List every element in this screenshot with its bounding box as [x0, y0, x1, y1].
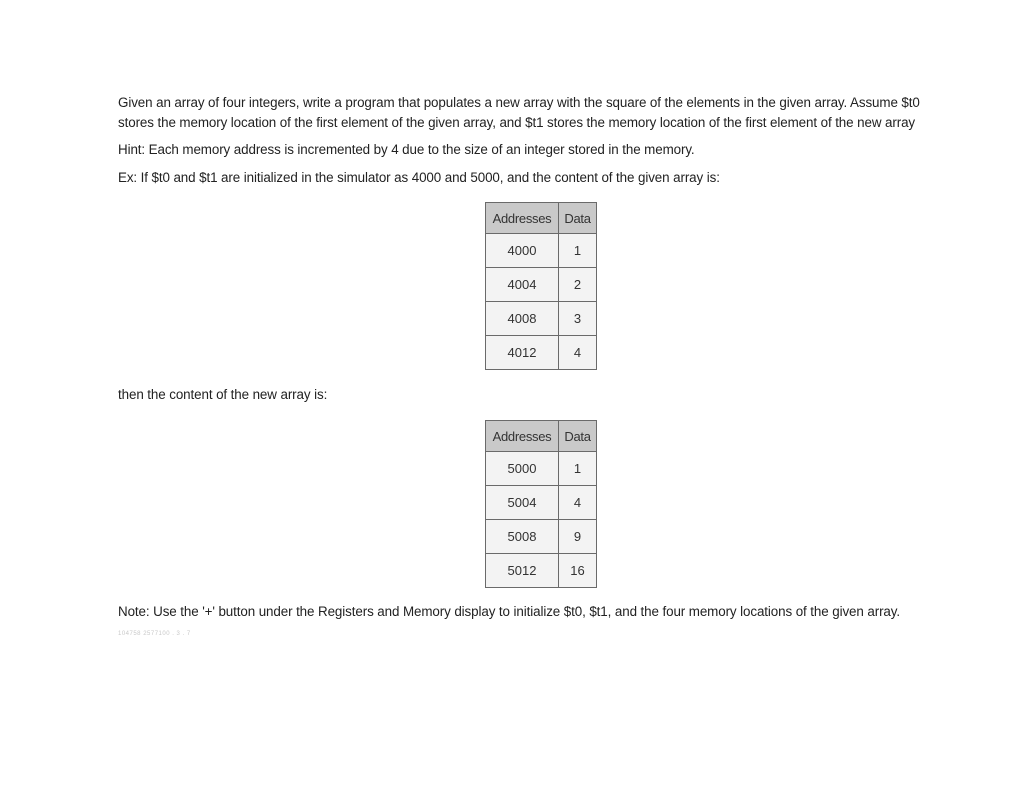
- data-header: Data: [559, 203, 597, 234]
- data-cell: 2: [559, 268, 597, 302]
- addresses-header: Addresses: [486, 203, 559, 234]
- data-header: Data: [559, 421, 597, 452]
- table-row: [486, 336, 597, 370]
- table-row: [486, 302, 597, 336]
- data-cell: 3: [559, 302, 597, 336]
- address-cell: 4000: [486, 234, 559, 268]
- intro-line-1: Given an array of four integers, write a program that populates a new array with the square of the elements in the given array. Assume $t0: [118, 95, 920, 110]
- data-cell: 16: [559, 554, 597, 588]
- intro-line-2: stores the memory location of the first element of the given array, and $t1 stores the memory location of the first element of the new array: [118, 115, 916, 130]
- table-row: [486, 452, 597, 486]
- given-array-table: [485, 202, 597, 370]
- then-paragraph: then the content of the new array is:: [118, 387, 328, 402]
- address-cell: 5004: [486, 486, 559, 520]
- table-header-row: [486, 203, 597, 234]
- address-cell: 5012: [486, 554, 559, 588]
- footnote-text: 104758 2577100 . 3 . 7: [118, 631, 191, 637]
- data-cell: 9: [559, 520, 597, 554]
- address-cell: 5008: [486, 520, 559, 554]
- intro-paragraph: [118, 93, 978, 133]
- table-row: [486, 520, 597, 554]
- table-row: [486, 268, 597, 302]
- address-cell: 5000: [486, 452, 559, 486]
- data-cell: 4: [559, 486, 597, 520]
- new-array-table: [485, 420, 597, 588]
- address-cell: 4012: [486, 336, 559, 370]
- table-row: [486, 234, 597, 268]
- data-cell: 4: [559, 336, 597, 370]
- table-row: [486, 554, 597, 588]
- address-cell: 4004: [486, 268, 559, 302]
- addresses-header: Addresses: [486, 421, 559, 452]
- table-row: [486, 486, 597, 520]
- hint-paragraph: Hint: Each memory address is incremented by 4 due to the size of an integer stored in the memory.: [118, 142, 695, 157]
- address-cell: 4008: [486, 302, 559, 336]
- example-paragraph: Ex: If $t0 and $t1 are initialized in the simulator as 4000 and 5000, and the content of the given array is:: [118, 170, 720, 185]
- data-cell: 1: [559, 234, 597, 268]
- table-header-row: [486, 421, 597, 452]
- note-paragraph: Note: Use the '+' button under the Registers and Memory display to initialize $t0, $t1, and the four memory locations of the given array.: [118, 604, 901, 619]
- data-cell: 1: [559, 452, 597, 486]
